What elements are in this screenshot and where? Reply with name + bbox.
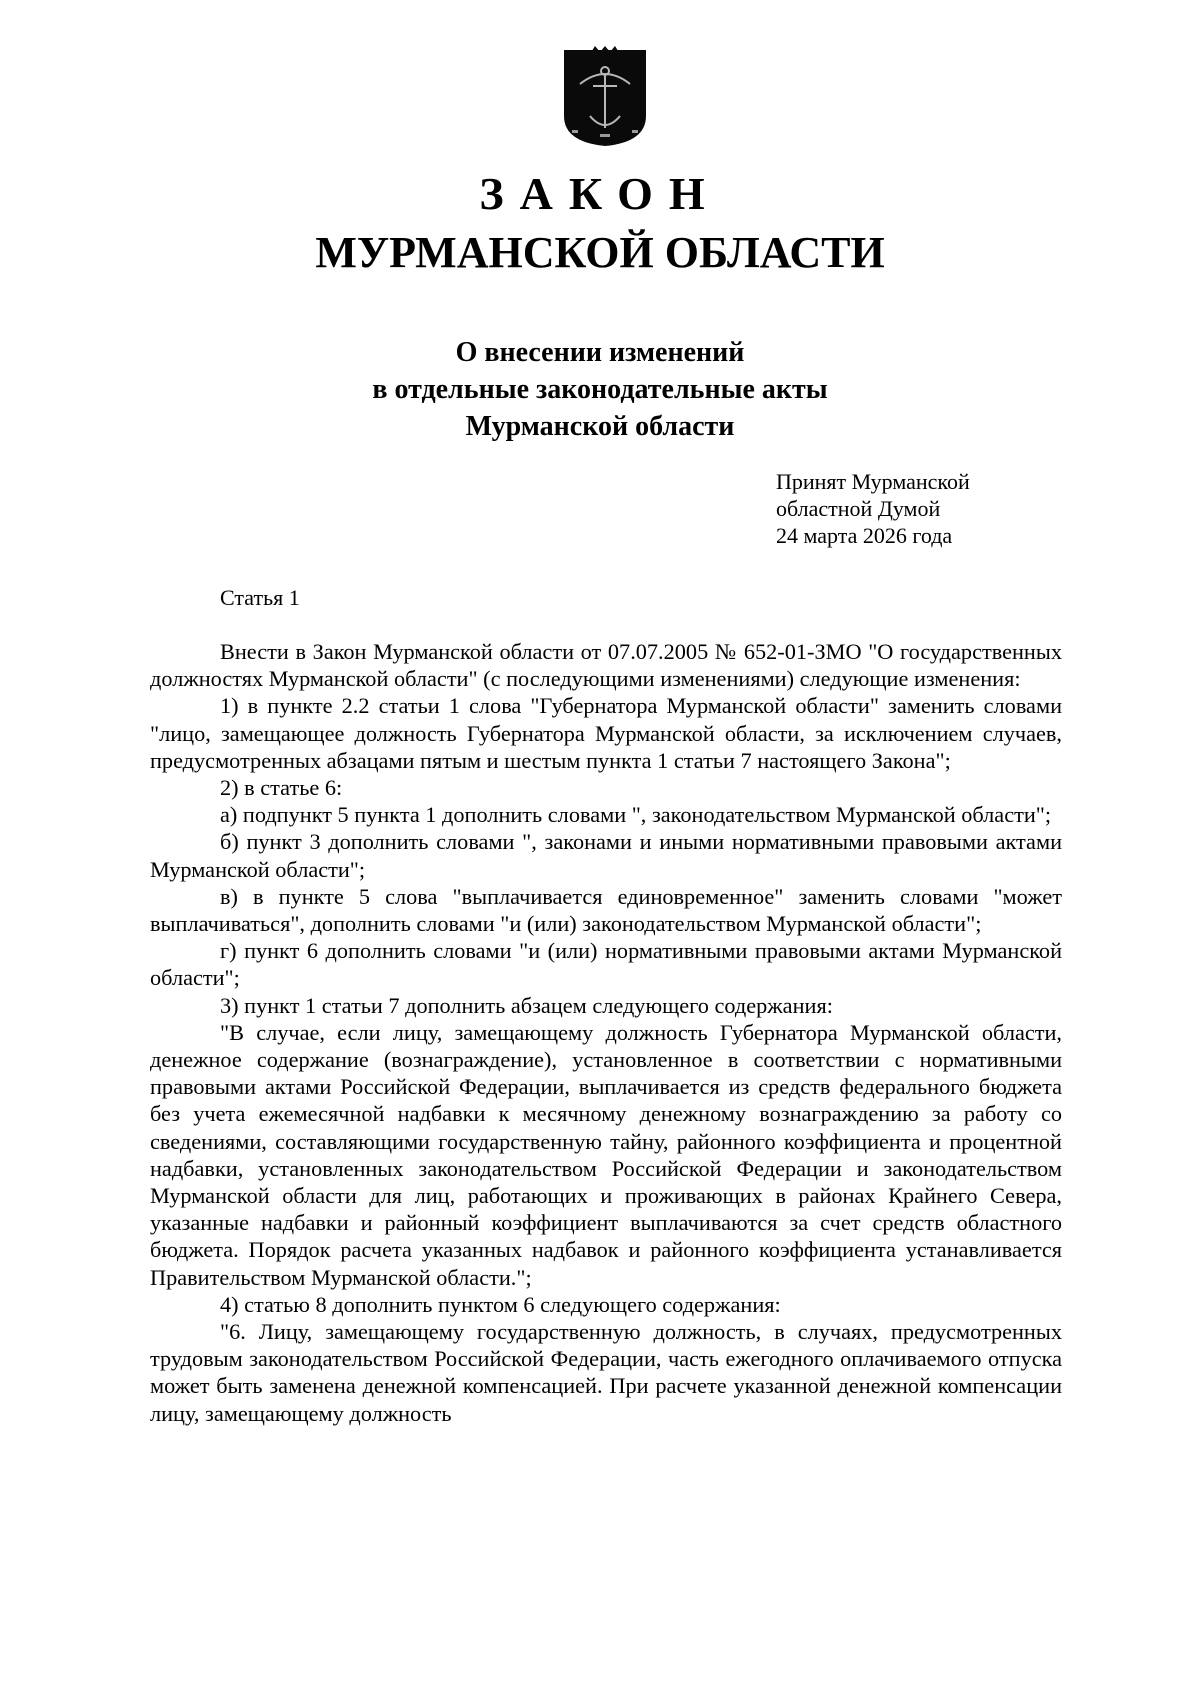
paragraph: г) пункт 6 дополнить словами "и (или) нормативными правовыми актами Мурманской области"; bbox=[150, 938, 1062, 991]
adoption-date: 24 марта 2026 года bbox=[776, 523, 953, 548]
paragraph: "6. Лицу, замещающему государственную должность, в случаях, предусмотренных трудовым законодательством Российской Федерации, часть ежегодного оплачиваемого отпуска может быть заменена денежной компенсацией. При расчете указанной денежной компенсации лицу, замещающему должность bbox=[150, 1319, 1062, 1426]
paragraph: 3) пункт 1 статьи 7 дополнить абзацем следующего содержания: bbox=[220, 992, 833, 1018]
paragraph: а) подпункт 5 пункта 1 дополнить словами ", законодательством Мурманской области"; bbox=[220, 802, 1052, 828]
subject-line: Мурманской области bbox=[465, 411, 735, 442]
paragraph: 2) в статье 6: bbox=[220, 775, 343, 801]
article-body bbox=[150, 638, 1062, 1427]
subject-line: в отдельные законодательные акты bbox=[372, 374, 828, 405]
article-heading: Статья 1 bbox=[220, 585, 300, 610]
region-title: МУРМАНСКОЙ ОБЛАСТИ bbox=[315, 228, 885, 277]
paragraph: в) в пункте 5 слова "выплачивается единовременное" заменить словами "может выплачиваться", дополнить словами "и (или) законодательством Мурманской области"; bbox=[150, 883, 1062, 937]
paragraph: 4) статью 8 дополнить пунктом 6 следующего содержания: bbox=[220, 1291, 781, 1317]
paragraph: 1) в пункте 2.2 статьи 1 слова "Губернатора Мурманской области" заменить словами "лицо, замещающее должность Губернатора Мурманской области, за исключением случаев, предусмотренных абзацами пятым и шестым пункта 1 статьи 7 настоящего Закона"; bbox=[150, 693, 1062, 773]
adoption-note bbox=[776, 468, 970, 549]
adoption-line: областной Думой bbox=[776, 496, 941, 521]
adoption-line: Принят Мурманской bbox=[776, 469, 970, 494]
law-subject bbox=[0, 334, 1200, 445]
law-title: ЗАКОН bbox=[479, 168, 721, 219]
paragraph: Внести в Закон Мурманской области от 07.07.2005 № 652-01-ЗМО "О государственных должностях Мурманской области" (с последующими изменениями) следующие изменения: bbox=[150, 639, 1062, 692]
subject-line: О внесении изменений bbox=[455, 337, 745, 368]
coat-of-arms-icon bbox=[560, 46, 650, 150]
paragraph: "В случае, если лицу, замещающему должность Губернатора Мурманской области, денежное содержание (вознаграждение), установленное в соответствии с нормативными правовыми актами Российской Федерации, выплачивается из средств федерального бюджета без учета ежемесячной надбавки к месячному денежному вознаграждению за работу со сведениями, составляющими государственную тайну, районного коэффициента и процентной надбавки, установленных законодательством Российской Федерации и законодательством Мурманской области для лиц, работающих и проживающих в районах Крайнего Севера, указанные надбавки и районный коэффициент выплачиваются за счет средств областного бюджета. Порядок расчета указанных надбавок и районного коэффициента устанавливается Правительством Мурманской области."; bbox=[150, 1019, 1062, 1290]
paragraph: б) пункт 3 дополнить словами ", законами и иными нормативными правовыми актами Мурманской области"; bbox=[150, 829, 1062, 882]
